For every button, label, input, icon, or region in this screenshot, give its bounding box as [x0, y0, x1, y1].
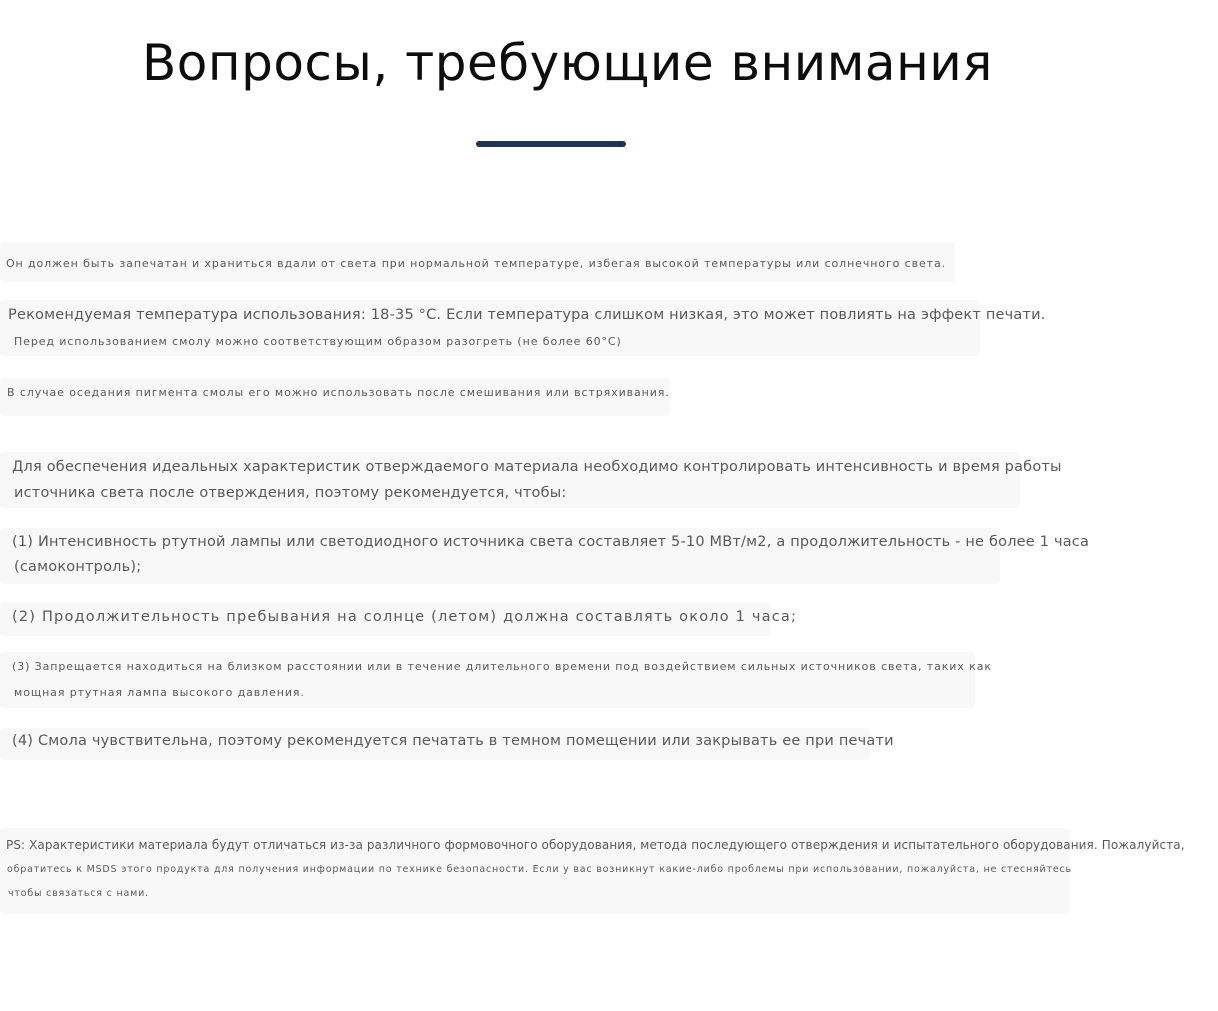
temperature-note: Перед использованием смолу можно соответствующим образом разогреть (не более 60°C): [14, 335, 622, 348]
pigment-text: В случае оседания пигмента смолы его можно использовать после смешивания или встряхивания.: [7, 386, 670, 399]
list-item-4: (4) Смола чувствительна, поэтому рекомендуется печатать в темном помещении или закрывать ее при печати: [12, 733, 894, 749]
title-divider: [476, 141, 626, 147]
list-item-3-cont: мощная ртутная лампа высокого давления.: [14, 686, 305, 699]
list-item-1-cont: (самоконтроль);: [14, 559, 142, 575]
list-item-2: (2) Продолжительность пребывания на солнце (летом) должна составлять около 1 часа;: [12, 609, 798, 625]
ps-note-end: чтобы связаться с нами.: [8, 888, 149, 899]
light-control-text: Для обеспечения идеальных характеристик отверждаемого материала необходимо контролировать интенсивность и время работы: [12, 459, 1062, 475]
temperature-text: Рекомендуемая температура использования: 18-35 °C. Если температура слишком низкая, это может повлиять на эффект печати.: [8, 307, 1046, 323]
light-control-text-cont: источника света после отверждения, поэтому рекомендуется, чтобы:: [14, 485, 567, 501]
list-item-1: (1) Интенсивность ртутной лампы или светодиодного источника света составляет 5-10 МВт/м2, а продолжительность - не более 1 часа: [12, 534, 1090, 550]
page-title: Вопросы, требующие внимания: [142, 34, 993, 92]
list-item-3: (3) Запрещается находиться на близком расстоянии или в течение длительного времени под воздействием сильных источников света, таких как: [12, 660, 992, 673]
storage-text: Он должен быть запечатан и храниться вдали от света при нормальной температуре, избегая высокой температуры или солнечного света.: [6, 257, 947, 270]
ps-note: PS: Характеристики материала будут отличаться из-за различного формовочного оборудования, метода последующего отверждения и испытательного оборудования. Пожалуйста,: [6, 838, 1185, 852]
ps-note-cont: обратитесь к MSDS этого продукта для получения информации по технике безопасности. Если у вас возникнут какие-либо проблемы при использовании, пожалуйста, не стесняйтесь: [7, 864, 1072, 875]
